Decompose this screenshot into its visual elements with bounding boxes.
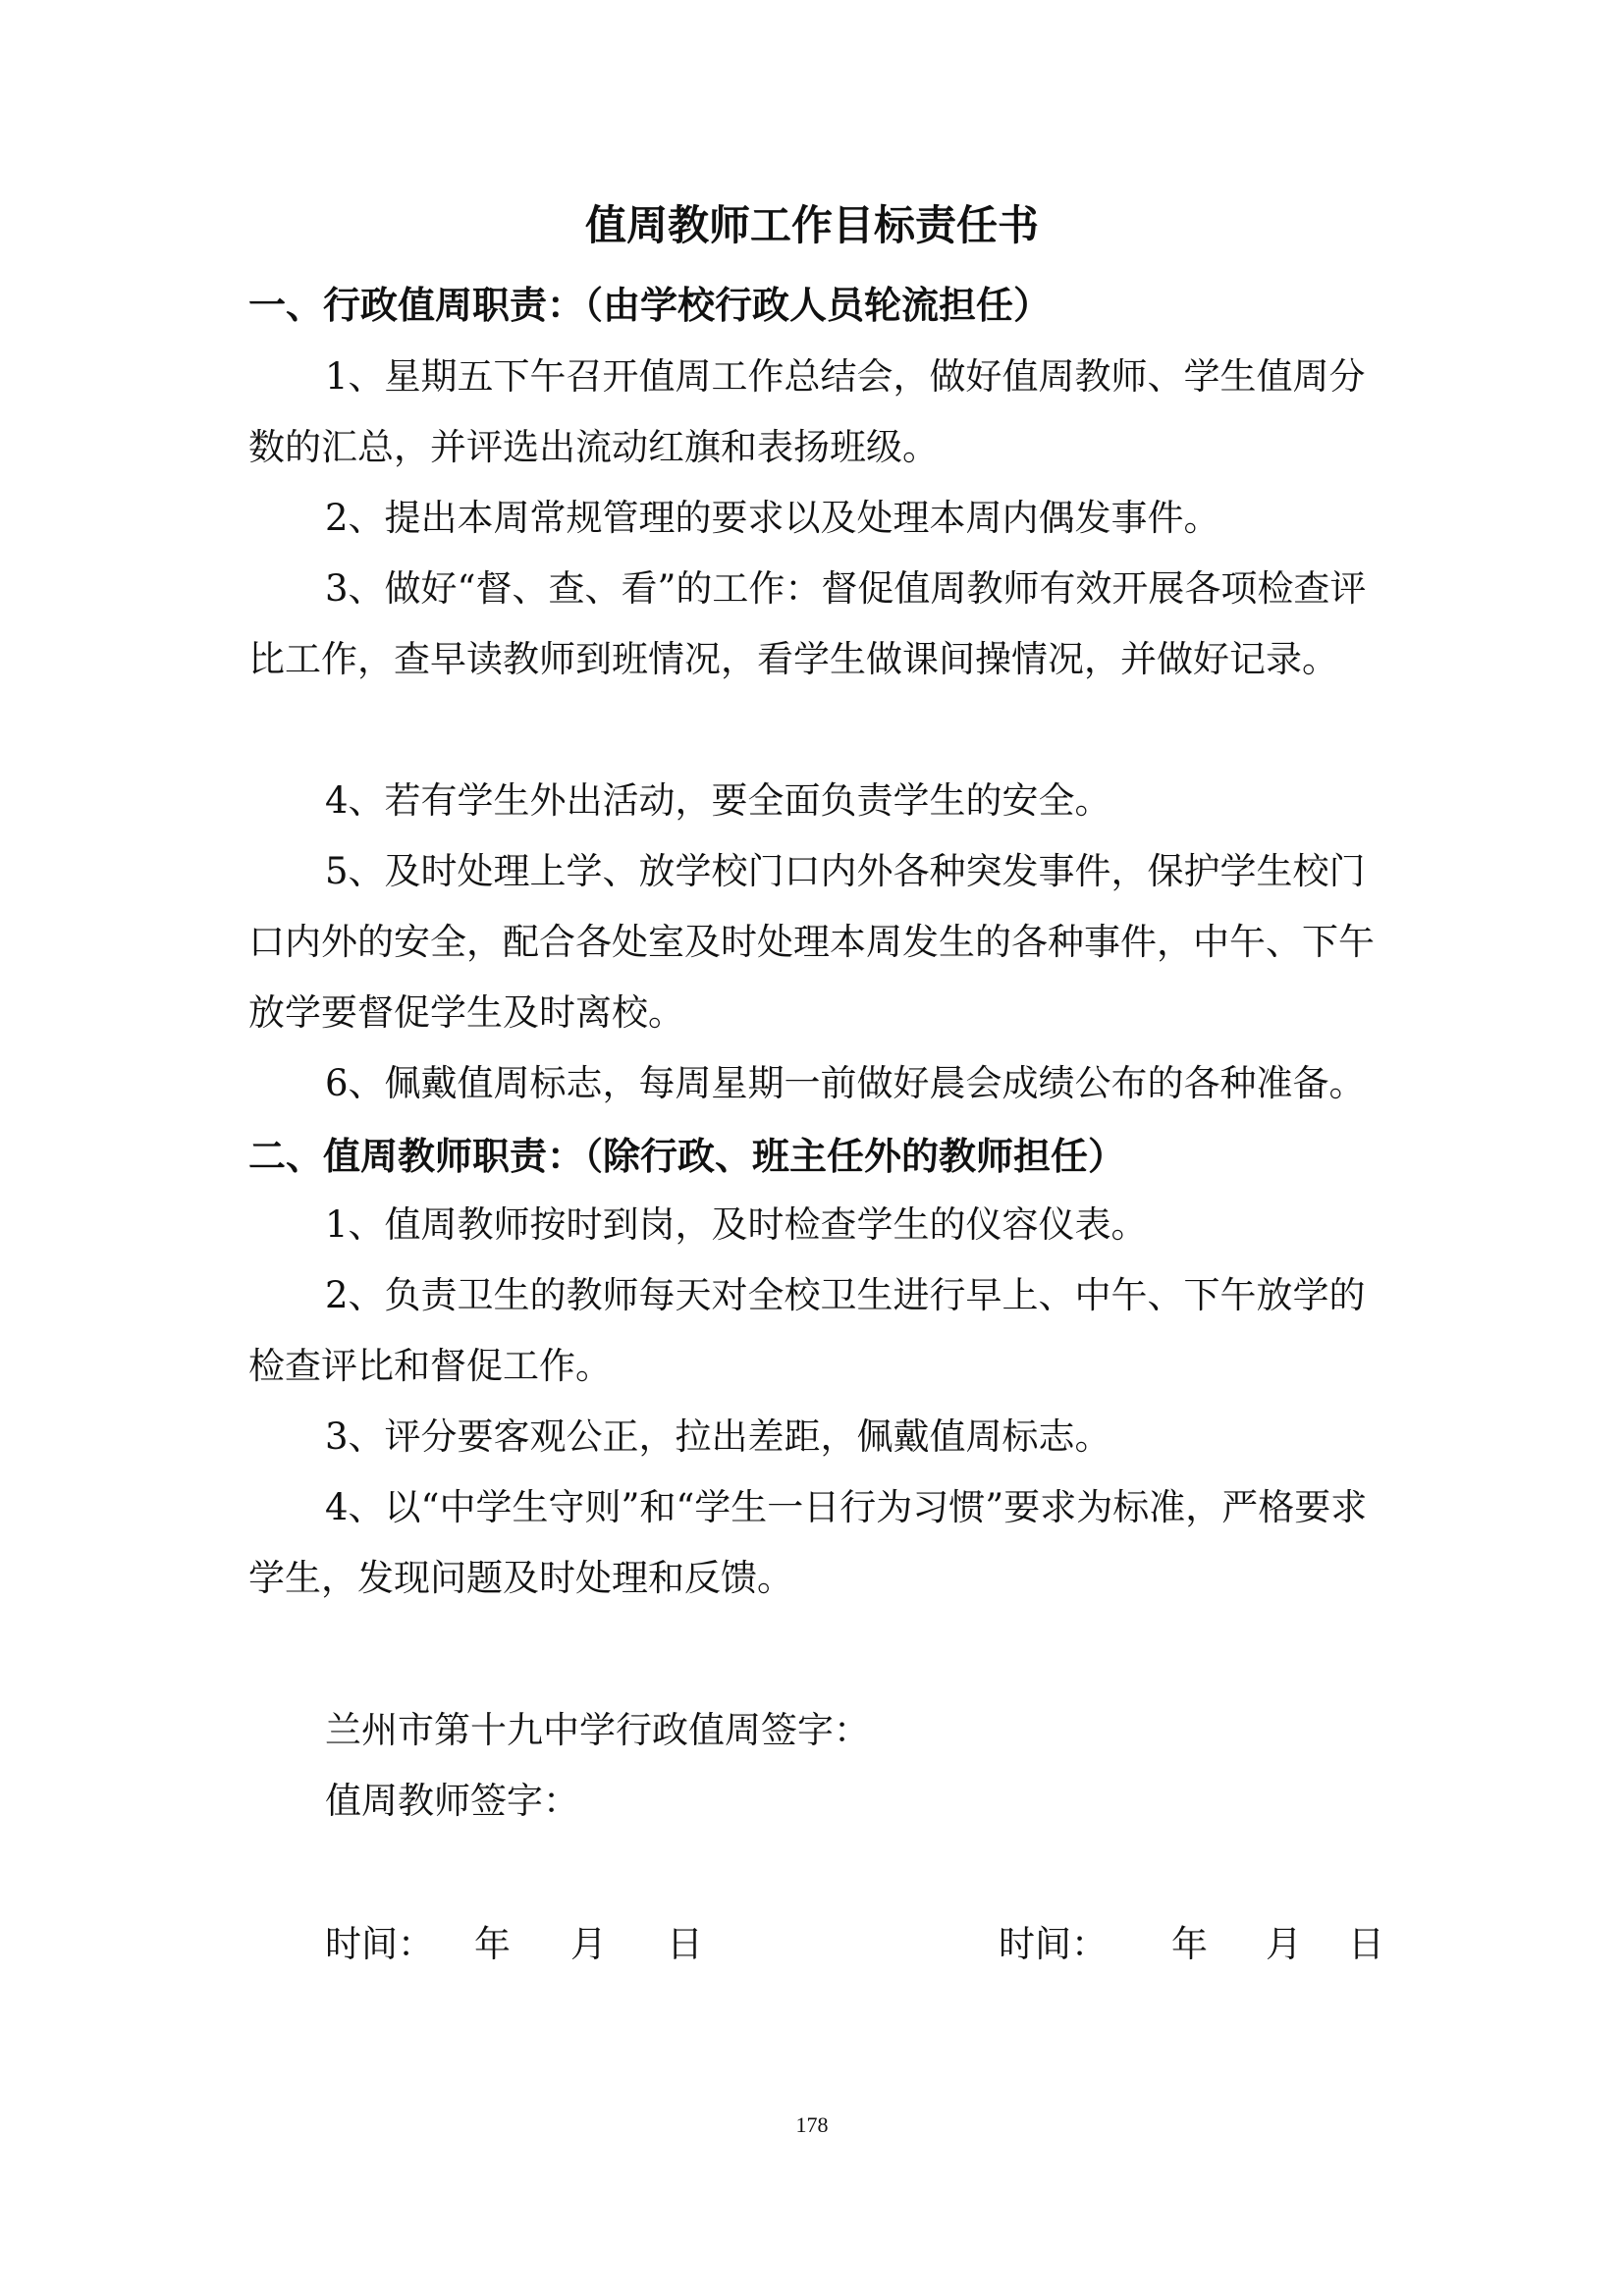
- teacher-signature-label: 值周教师签字：: [325, 1780, 579, 1822]
- date-left-day: 日: [667, 1923, 703, 1965]
- section-2-item-1: 1、值周教师按时到岗，及时检查学生的仪容仪表。: [325, 1203, 1148, 1246]
- date-right-day: 日: [1348, 1923, 1384, 1965]
- section-2-item-2: 2、负责卫生的教师每天对全校卫生进行早上、中午、下午放学的检查评比和督促工作。: [248, 1274, 1366, 1387]
- section-2-item-4: 4、以“中学生守则”和“学生一日行为习惯”要求为标准，严格要求学生，发现问题及时处理和反馈。: [248, 1486, 1368, 1599]
- date-left-month: 月: [570, 1923, 607, 1965]
- section-1-heading: 一、行政值周职责：（由学校行政人员轮流担任）: [248, 284, 1052, 327]
- admin-signature-label: 兰州市第十九中学行政值周签字：: [325, 1709, 870, 1751]
- date-right-month: 月: [1266, 1923, 1302, 1965]
- section-1-item-4: 4、若有学生外出活动，要全面负责学生的安全。: [325, 779, 1111, 822]
- section-2-item-3: 3、评分要客观公正，拉出差距，佩戴值周标志。: [325, 1415, 1111, 1458]
- section-1-item-5: 5、及时处理上学、放学校门口内外各种突发事件，保护学生校门口内外的安全，配合各处室及时处理本周发生的各种事件，中午、下午放学要督促学生及时离校。: [248, 850, 1375, 1034]
- section-2-heading: 二、值周教师职责：（除行政、班主任外的教师担任）: [248, 1135, 1126, 1178]
- date-right-year: 年: [1171, 1923, 1208, 1965]
- date-line-right: [999, 1917, 1384, 1972]
- date-line-left: [325, 1917, 703, 1972]
- page-number: 178: [795, 2112, 829, 2137]
- document-title: 值周教师工作目标责任书: [584, 201, 1039, 249]
- date-left-label: 时间：: [325, 1923, 434, 1965]
- section-1-item-3: 3、做好“督、查、看”的工作：督促值周教师有效开展各项检查评比工作，查早读教师到班情况，看学生做课间操情况，并做好记录。: [248, 567, 1367, 680]
- section-1-item-2: 2、提出本周常规管理的要求以及处理本周内偶发事件。: [325, 497, 1220, 539]
- date-right-label: 时间：: [999, 1923, 1108, 1965]
- section-1-item-1: 1、星期五下午召开值周工作总结会，做好值周教师、学生值周分数的汇总，并评选出流动红旗和表扬班级。: [248, 355, 1366, 468]
- section-1-item-6: 6、佩戴值周标志，每周星期一前做好晨会成绩公布的各种准备。: [325, 1062, 1366, 1104]
- date-left-year: 年: [474, 1923, 511, 1965]
